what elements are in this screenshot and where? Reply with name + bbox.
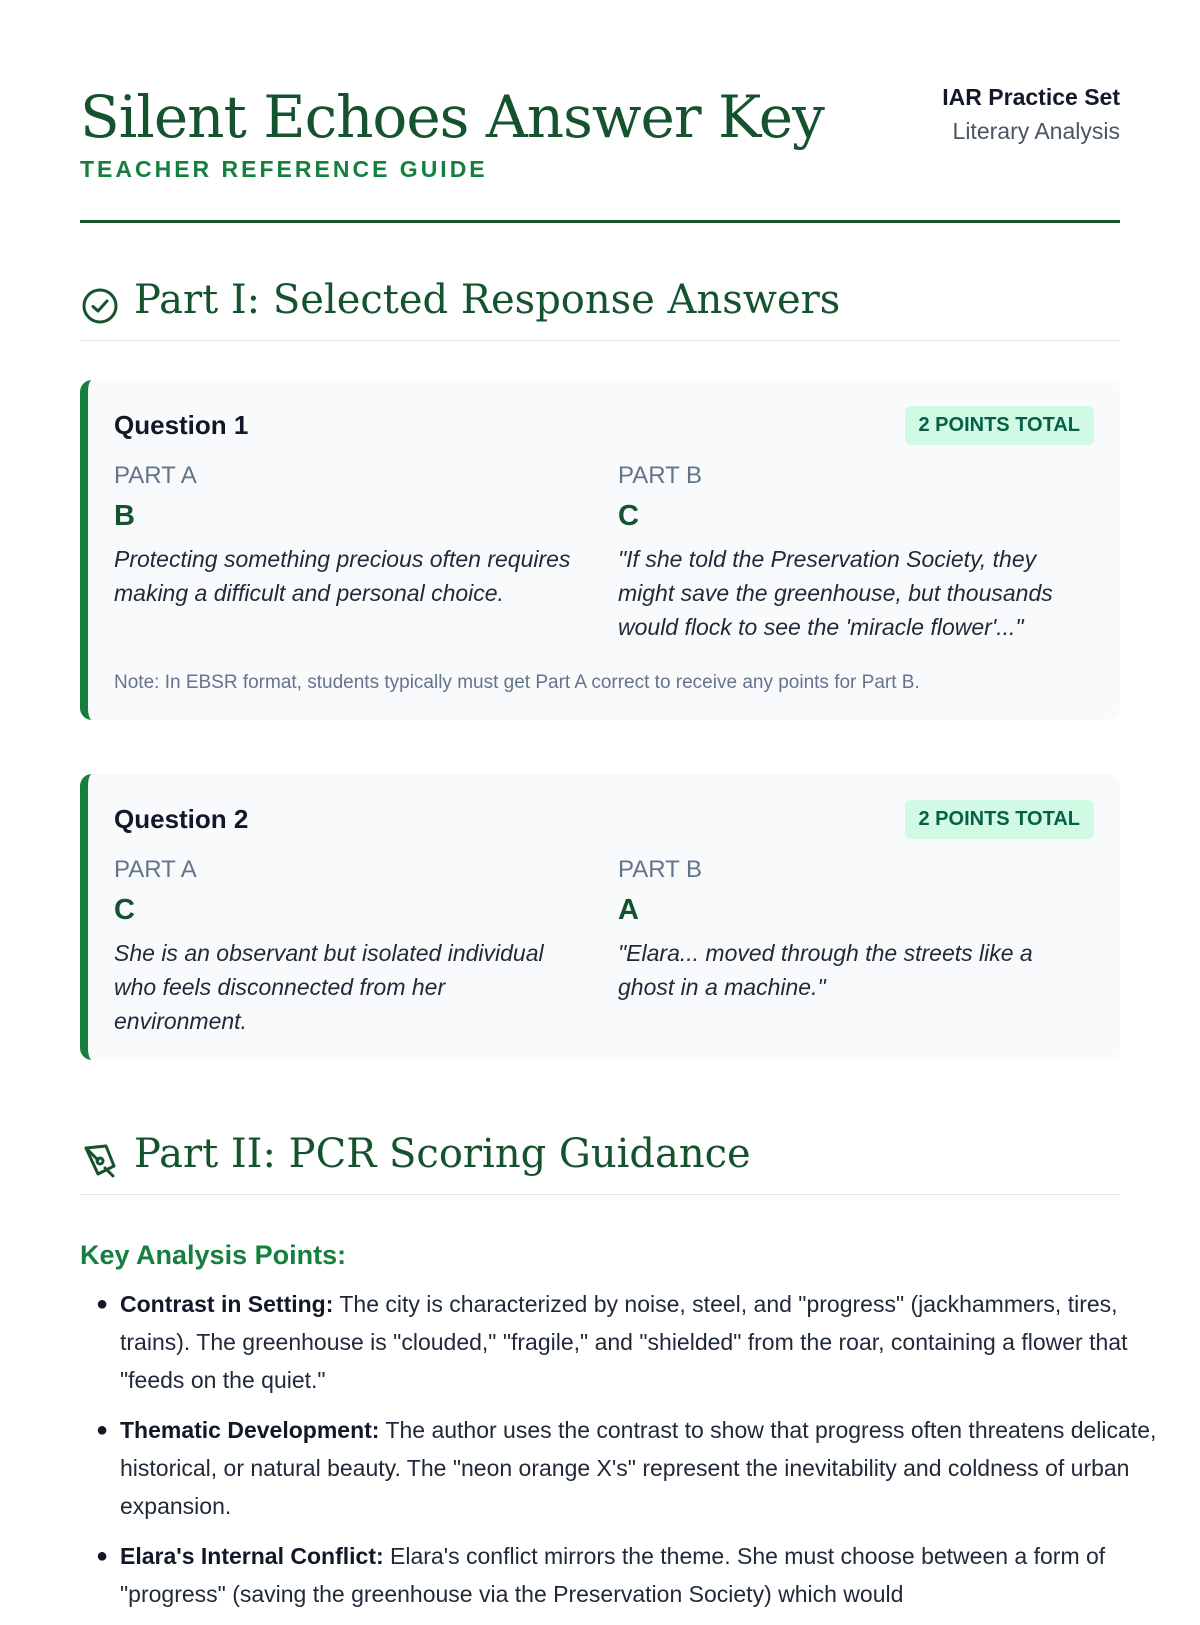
key-analysis-heading: Key Analysis Points: <box>80 1240 347 1270</box>
part-answer-text: Protecting something precious often requires making a difficult and personal choice. <box>114 546 571 606</box>
page-title: Silent Echoes Answer Key <box>80 83 824 151</box>
part-a <box>114 854 584 1038</box>
practice-set-label: IAR Practice Set <box>942 84 1120 110</box>
subject-label: Literary Analysis <box>952 118 1120 144</box>
header-meta <box>942 80 1120 148</box>
page-header <box>80 80 1120 223</box>
section-pcr-guidance <box>80 1124 1120 1195</box>
analysis-list <box>80 1285 1160 1625</box>
bullet-icon: ● <box>96 1419 109 1441</box>
part-b <box>618 460 1088 644</box>
list-item <box>96 1285 1160 1399</box>
analysis-point-label: Thematic Development: <box>120 1417 380 1443</box>
analysis-point-text: The city is characterized by noise, steel, and "progress" (jackhammers, tires, trains). The greenhouse is "clouded," "fragile," and "shielded" from the roar, containing a flower that "feeds on the quiet." <box>120 1291 1128 1393</box>
section-selected-response <box>80 270 1120 341</box>
pen-icon <box>80 1140 120 1180</box>
section-title: Part II: PCR Scoring Guidance <box>134 1131 751 1177</box>
part-answer: A <box>618 894 639 926</box>
part-label: PART B <box>618 462 703 489</box>
points-badge: 2 POINTS TOTAL <box>905 800 1095 839</box>
part-answer: C <box>618 500 639 532</box>
page-subtitle: TEACHER REFERENCE GUIDE <box>80 156 488 182</box>
part-a <box>114 460 584 610</box>
bullet-icon: ● <box>96 1293 109 1315</box>
question-title: Question 2 <box>114 804 249 834</box>
part-b <box>618 854 1088 1004</box>
question-card <box>80 380 1120 720</box>
analysis-point-text: The author uses the contrast to show that progress often threatens delicate, historical, or natural beauty. The "neon orange X's" represent the inevitability and coldness of urban expansion. <box>120 1417 1157 1519</box>
list-item <box>96 1411 1160 1525</box>
bullet-icon: ● <box>96 1545 109 1567</box>
question-title: Question 1 <box>114 410 249 440</box>
check-circle-icon <box>80 286 120 326</box>
part-answer: C <box>114 894 135 926</box>
points-badge: 2 POINTS TOTAL <box>905 406 1095 445</box>
analysis-point-label: Contrast in Setting: <box>120 1291 334 1317</box>
scoring-note: Note: In EBSR format, students typically must get Part A correct to receive any points for Part B. <box>114 672 920 693</box>
part-answer-text: "If she told the Preservation Society, they might save the greenhouse, but thousands would flock to see the 'miracle flower'..." <box>618 546 1053 640</box>
part-answer-text: "Elara... moved through the streets like a ghost in a machine." <box>618 940 1033 1000</box>
part-label: PART B <box>618 856 703 883</box>
section-title: Part I: Selected Response Answers <box>134 277 841 323</box>
part-label: PART A <box>114 462 197 489</box>
part-label: PART A <box>114 856 197 883</box>
analysis-point-text: Elara's conflict mirrors the theme. She must choose between a form of "progress" (saving the greenhouse via the Preservation Society) which would <box>120 1543 1106 1607</box>
analysis-point-label: Elara's Internal Conflict: <box>120 1543 384 1569</box>
part-answer: B <box>114 500 135 532</box>
list-item <box>96 1537 1160 1613</box>
part-answer-text: She is an observant but isolated individual who feels disconnected from her environment. <box>114 940 544 1034</box>
question-card <box>80 774 1120 1060</box>
